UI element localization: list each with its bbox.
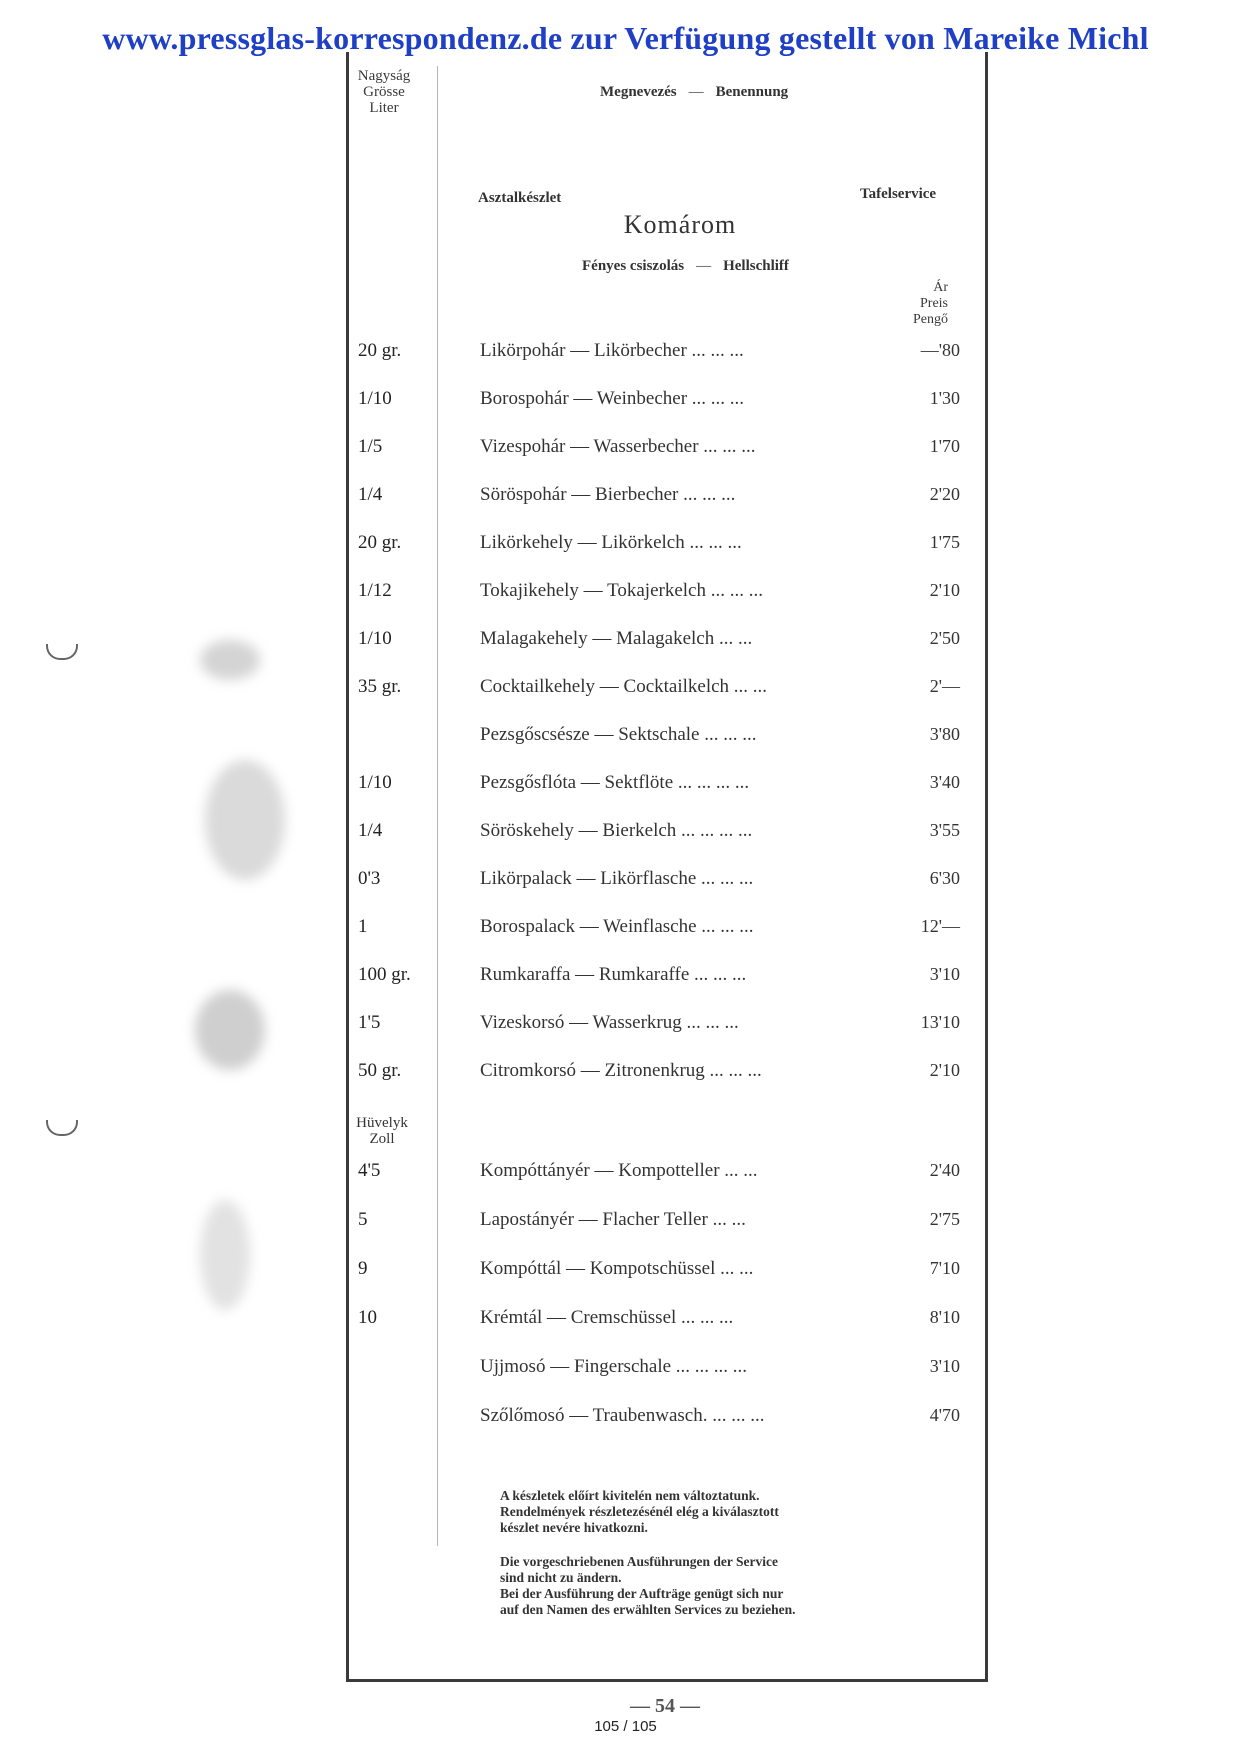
note-line: sind nicht zu ändern. xyxy=(500,1570,622,1585)
item-price: —'80 xyxy=(920,340,960,360)
item-price: 3'40 xyxy=(929,772,960,792)
item-size: 4'5 xyxy=(358,1160,381,1181)
item-price: 6'30 xyxy=(929,868,960,888)
note-line: készlet nevére hivatkozni. xyxy=(500,1520,648,1535)
notes-german xyxy=(500,1554,980,1618)
item-name: Söröspohár — Bierbecher ... ... ... xyxy=(480,484,736,505)
inch-column-header xyxy=(352,1115,412,1147)
scan-smudge xyxy=(200,1200,250,1310)
item-price: 2'10 xyxy=(929,580,960,600)
item-name: Krémtál — Cremschüssel ... ... ... xyxy=(480,1307,734,1328)
item-price: 13'10 xyxy=(920,1012,960,1032)
item-name: Likörkehely — Likörkelch ... ... ... xyxy=(480,532,742,553)
item-name: Tokajikehely — Tokajerkelch ... ... ... xyxy=(480,580,763,601)
page-number: — 54 — xyxy=(630,1695,700,1717)
item-size: 100 gr. xyxy=(358,964,411,985)
item-price: 2'20 xyxy=(929,484,960,504)
list-item xyxy=(350,436,960,466)
list-item xyxy=(350,1258,960,1288)
item-price: 2'— xyxy=(929,676,960,696)
item-name: Söröskehely — Bierkelch ... ... ... ... xyxy=(480,820,753,841)
notes-hungarian xyxy=(500,1488,980,1536)
note-line: Bei der Ausführung der Aufträge genügt sich nur xyxy=(500,1586,784,1601)
item-price: 7'10 xyxy=(929,1258,960,1278)
note-line: Rendelmények részletezésénél elég a kiválasztott xyxy=(500,1504,779,1519)
pdf-pagination: 105 / 105 xyxy=(594,1718,657,1735)
item-price: 1'30 xyxy=(929,388,960,408)
item-name: Malagakehely — Malagakelch ... ... xyxy=(480,628,753,649)
size-header-line: Nagyság xyxy=(357,68,411,84)
item-name: Pezsgőscsésze — Sektschale ... ... ... xyxy=(480,724,757,745)
size-header-line: Grösse xyxy=(363,84,405,100)
item-price: 12'— xyxy=(920,916,960,936)
item-size: 0'3 xyxy=(358,868,381,889)
item-price: 2'10 xyxy=(929,1060,960,1080)
price-header-line: Preis xyxy=(920,296,948,311)
item-size: 20 gr. xyxy=(358,532,402,553)
name-column-header xyxy=(600,84,788,101)
note-line: auf den Namen des erwählten Services zu beziehen. xyxy=(500,1602,796,1617)
list-item xyxy=(350,580,960,610)
item-name: Vizespohár — Wasserbecher ... ... ... xyxy=(480,436,756,457)
list-item xyxy=(350,340,960,370)
item-size: 1/10 xyxy=(358,628,392,649)
price-column-header xyxy=(888,280,948,328)
item-price: 4'70 xyxy=(929,1405,960,1425)
item-name: Citromkorsó — Zitronenkrug ... ... ... xyxy=(480,1060,762,1081)
item-size: 9 xyxy=(358,1258,368,1279)
set-label-de: Tafelservice xyxy=(860,186,937,202)
set-title: Komárom xyxy=(623,210,737,239)
list-item xyxy=(350,724,960,754)
item-name: Likörpalack — Likörflasche ... ... ... xyxy=(480,868,754,889)
item-size: 50 gr. xyxy=(358,1060,402,1081)
binder-clip-icon xyxy=(46,1120,78,1136)
item-name: Rumkaraffa — Rumkaraffe ... ... ... xyxy=(480,964,747,985)
item-name: Borospalack — Weinflasche ... ... ... xyxy=(480,916,754,937)
item-size: 1/12 xyxy=(358,580,392,601)
item-size: 1'5 xyxy=(358,1012,381,1033)
item-price: 2'40 xyxy=(929,1160,960,1180)
finish-hu: Fényes csiszolás xyxy=(582,258,685,274)
note-line: Die vorgeschriebenen Ausführungen der Service xyxy=(500,1554,778,1569)
list-item xyxy=(350,676,960,706)
item-price: 1'70 xyxy=(929,436,960,456)
size-header-line: Liter xyxy=(369,100,399,116)
name-header-hu: Megnevezés xyxy=(600,84,677,100)
item-size: 35 gr. xyxy=(358,676,402,697)
inch-header-line: Hüvelyk xyxy=(356,1115,408,1131)
set-label-hu: Asztalkészlet xyxy=(478,190,562,206)
list-item xyxy=(350,964,960,994)
price-header-line: Pengő xyxy=(913,312,948,327)
item-name: Vizeskorsó — Wasserkrug ... ... ... xyxy=(480,1012,739,1033)
list-item xyxy=(350,1356,960,1386)
item-price: 2'50 xyxy=(929,628,960,648)
price-header-line: Ár xyxy=(933,280,948,295)
list-item xyxy=(350,916,960,946)
item-price: 3'10 xyxy=(929,964,960,984)
list-item xyxy=(350,1405,960,1435)
list-item xyxy=(350,772,960,802)
list-item xyxy=(350,820,960,850)
item-name: Lapostányér — Flacher Teller ... ... xyxy=(480,1209,746,1230)
scan-smudge xyxy=(195,990,265,1070)
header-link[interactable]: www.pressglas-korrespondenz.de zur Verfügung gestellt von Mareike Michl xyxy=(102,20,1149,56)
item-name: Cocktailkehely — Cocktailkelch ... ... xyxy=(480,676,768,697)
scan-smudge xyxy=(200,640,260,680)
item-price: 1'75 xyxy=(929,532,960,552)
item-price: 3'80 xyxy=(929,724,960,744)
note-line: A készletek előírt kivitelén nem változtatunk. xyxy=(500,1488,760,1503)
item-name: Kompóttál — Kompotschüssel ... ... xyxy=(480,1258,754,1279)
finish-de: Hellschliff xyxy=(723,258,789,274)
list-item xyxy=(350,532,960,562)
item-size: 10 xyxy=(358,1307,377,1328)
item-price: 3'10 xyxy=(929,1356,960,1376)
binder-clip-icon xyxy=(46,644,78,660)
item-name: Pezsgősflóta — Sektflöte ... ... ... ... xyxy=(480,772,750,793)
list-item xyxy=(350,1307,960,1337)
item-size: 1/10 xyxy=(358,388,392,409)
item-size: 20 gr. xyxy=(358,340,402,361)
item-price: 3'55 xyxy=(929,820,960,840)
item-name: Ujjmosó — Fingerschale ... ... ... ... xyxy=(480,1356,748,1377)
list-item xyxy=(350,484,960,514)
list-item xyxy=(350,388,960,418)
list-item xyxy=(350,1012,960,1042)
item-size: 1 xyxy=(358,916,368,937)
item-price: 8'10 xyxy=(929,1307,960,1327)
inch-header-line: Zoll xyxy=(369,1131,395,1147)
name-header-de: Benennung xyxy=(715,84,789,100)
separator: — xyxy=(696,258,712,274)
item-size: 1/10 xyxy=(358,772,392,793)
item-name: Likörpohár — Likörbecher ... ... ... xyxy=(480,340,744,361)
list-item xyxy=(350,1209,960,1239)
scan-smudge xyxy=(205,760,285,880)
item-name: Szőlőmosó — Traubenwasch. ... ... ... xyxy=(480,1405,765,1426)
separator: — xyxy=(688,84,704,100)
list-item xyxy=(350,868,960,898)
list-item xyxy=(350,628,960,658)
list-item xyxy=(350,1160,960,1190)
item-name: Kompóttányér — Kompotteller ... ... xyxy=(480,1160,758,1181)
item-size: 1/4 xyxy=(358,820,383,841)
list-item xyxy=(350,1060,960,1090)
item-size: 5 xyxy=(358,1209,368,1230)
item-name: Borospohár — Weinbecher ... ... ... xyxy=(480,388,745,409)
item-size: 1/5 xyxy=(358,436,383,457)
item-price: 2'75 xyxy=(929,1209,960,1229)
item-size: 1/4 xyxy=(358,484,383,505)
finish-line xyxy=(582,258,789,275)
size-column-header xyxy=(348,68,420,116)
